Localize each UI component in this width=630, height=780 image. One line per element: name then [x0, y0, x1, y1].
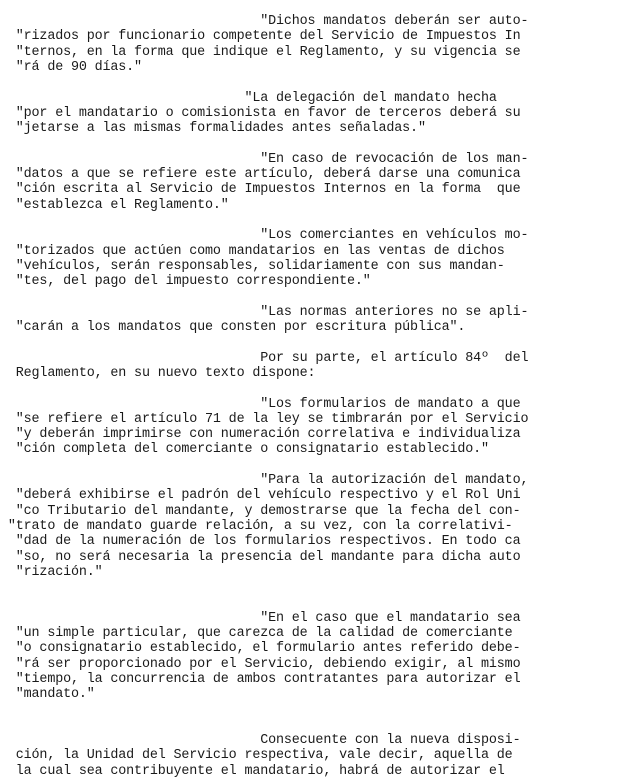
text-line: "tes, del pago del impuesto correspondiente.": [0, 274, 371, 290]
text-line: "ción escrita al Servicio de Impuestos Internos en la forma que: [0, 182, 521, 198]
text-line: "dad de la numeración de los formularios respectivos. En todo ca: [0, 534, 521, 550]
text-line: "jetarse a las mismas formalidades antes señaladas.": [0, 121, 426, 137]
text-line: ción, la Unidad del Servicio respectiva, vale decir, aquella de: [0, 748, 513, 764]
text-line: "por el mandatario o comisionista en favor de terceros deberá su: [0, 105, 521, 121]
text-line: [0, 703, 630, 719]
text-line: "mandato.": [0, 687, 95, 703]
text-line: "carán a los mandatos que consten por escritura pública".: [0, 320, 466, 335]
text-line: Por su parte, el artículo 84º del: [0, 350, 529, 366]
text-line: [0, 136, 630, 152]
text-line: "o consignatario establecido, el formulario antes referido debe-: [0, 641, 521, 657]
text-line: "ción completa del comerciante o consignatario establecido.": [0, 442, 489, 458]
text-line: Reglamento, en su nuevo texto dispone:: [0, 365, 316, 381]
text-line: [0, 381, 630, 397]
text-line: "En caso de revocación de los man-: [0, 151, 529, 167]
text-line: "Las normas anteriores no se apli-: [0, 304, 529, 320]
text-line: [0, 289, 630, 305]
text-line: "Los formularios de mandato a que: [0, 396, 521, 412]
text-line: "establezca el Reglamento.": [0, 197, 229, 213]
text-line: [0, 335, 630, 351]
text-line: "tiempo, la concurrencia de ambos contratantes para autorizar el: [0, 671, 521, 687]
text-line: "Dichos mandatos deberán ser auto-: [0, 14, 529, 29]
text-line: [0, 458, 630, 474]
text-line: [0, 595, 630, 611]
text-line: "deberá exhibirse el padrón del vehículo respectivo y el Rol Uni: [0, 488, 521, 504]
text-line: la cual sea contribuyente el mandatario, habrá de autorizar el: [0, 763, 505, 779]
text-line: "La delegación del mandato hecha: [0, 90, 497, 106]
text-line: "rizados por funcionario competente del Servicio de Impuestos In: [0, 29, 521, 45]
text-line: "ternos, en la forma que indique el Reglamento, y su vigencia se: [0, 44, 521, 60]
text-line: "trato de mandato guarde relación, a su vez, con la correlativi-: [0, 518, 513, 534]
text-line: [0, 718, 630, 734]
text-line: "En el caso que el mandatario sea: [0, 610, 521, 626]
text-line: "datos a que se refiere este artículo, deberá darse una comunica: [0, 167, 521, 182]
text-line: "rá de 90 días.": [0, 59, 142, 75]
text-line: [0, 213, 630, 229]
text-line: Consecuente con la nueva disposi-: [0, 733, 521, 749]
text-line: "y deberán imprimirse con numeración correlativa e individualiza: [0, 427, 521, 443]
text-line: "un simple particular, que carezca de la calidad de comerciante: [0, 626, 513, 641]
text-line: "se refiere el artículo 71 de la ley se timbrarán por el Servicio: [0, 411, 529, 427]
text-line: "Los comerciantes en vehículos mo-: [0, 228, 529, 244]
text-line: "Para la autorización del mandato,: [0, 473, 529, 488]
text-line: "so, no será necesaria la presencia del mandante para dicha auto: [0, 549, 521, 565]
text-line: [0, 580, 630, 596]
text-line: "torizados que actúen como mandatarios en las ventas de dichos: [0, 243, 505, 259]
text-line: "vehículos, serán responsables, solidariamente con sus mandan-: [0, 258, 505, 274]
text-line: "co Tributario del mandante, y demostrarse que la fecha del con-: [0, 503, 521, 519]
text-line: [0, 75, 630, 91]
text-line: "rización.": [0, 564, 103, 580]
text-line: "rá ser proporcionado por el Servicio, debiendo exigir, al mismo: [0, 656, 521, 672]
